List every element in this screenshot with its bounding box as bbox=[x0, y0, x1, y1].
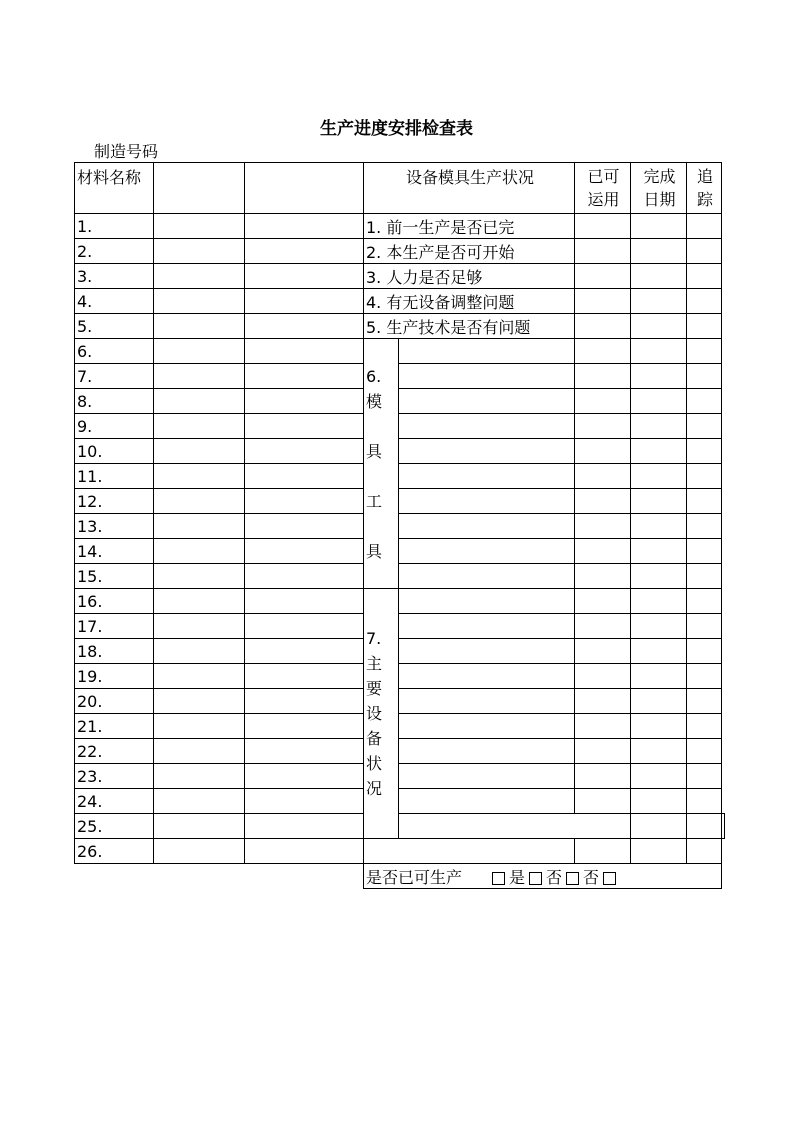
table-row bbox=[75, 664, 725, 689]
completion-date-cell[interactable] bbox=[687, 814, 722, 839]
material-cell[interactable] bbox=[154, 264, 245, 289]
material-cell[interactable] bbox=[154, 514, 245, 539]
blank-header-cell[interactable] bbox=[154, 163, 245, 214]
completion-date-cell[interactable] bbox=[631, 614, 687, 639]
completion-date-cell[interactable] bbox=[631, 214, 687, 239]
completion-date-cell[interactable] bbox=[631, 739, 687, 764]
track-cell[interactable] bbox=[687, 839, 722, 864]
material-name-header: 材料名称 bbox=[75, 163, 154, 214]
row-number: 14. bbox=[75, 539, 154, 564]
material-detail-cell[interactable] bbox=[245, 539, 364, 564]
material-detail-cell[interactable] bbox=[245, 514, 364, 539]
table-row bbox=[75, 339, 725, 364]
schedule-check-table bbox=[74, 162, 725, 889]
table-row bbox=[75, 739, 725, 764]
usable-cell[interactable] bbox=[575, 789, 631, 814]
material-detail-cell[interactable] bbox=[245, 489, 364, 514]
status-cell[interactable] bbox=[399, 539, 575, 564]
status-cell[interactable] bbox=[399, 789, 575, 814]
row-number: 13. bbox=[75, 514, 154, 539]
material-detail-cell[interactable] bbox=[245, 639, 364, 664]
usable-cell[interactable] bbox=[575, 714, 631, 739]
status-cell[interactable] bbox=[399, 589, 575, 614]
completion-date-cell[interactable] bbox=[631, 464, 687, 489]
status-cell[interactable] bbox=[364, 839, 575, 864]
table-row bbox=[75, 639, 725, 664]
track-cell[interactable] bbox=[687, 264, 722, 289]
usable-cell[interactable] bbox=[575, 514, 631, 539]
completion-date-cell[interactable] bbox=[631, 789, 687, 814]
track-cell[interactable] bbox=[687, 739, 722, 764]
option-label: 是 bbox=[509, 867, 526, 887]
track-cell[interactable] bbox=[687, 214, 722, 239]
material-cell[interactable] bbox=[154, 489, 245, 514]
usable-cell[interactable] bbox=[575, 464, 631, 489]
material-cell[interactable] bbox=[154, 714, 245, 739]
material-detail-cell[interactable] bbox=[245, 739, 364, 764]
material-cell[interactable] bbox=[154, 464, 245, 489]
row-number: 22. bbox=[75, 739, 154, 764]
usable-cell[interactable] bbox=[575, 389, 631, 414]
row-number: 2. bbox=[75, 239, 154, 264]
row-number: 12. bbox=[75, 489, 154, 514]
material-detail-cell[interactable] bbox=[245, 564, 364, 589]
row-number: 3. bbox=[75, 264, 154, 289]
track-cell[interactable] bbox=[687, 564, 722, 589]
table-row bbox=[75, 814, 725, 839]
row-number: 4. bbox=[75, 289, 154, 314]
usable-cell[interactable] bbox=[575, 289, 631, 314]
row-number: 25. bbox=[75, 814, 154, 839]
completion-date-cell[interactable] bbox=[631, 339, 687, 364]
material-cell[interactable] bbox=[154, 814, 245, 839]
material-cell[interactable] bbox=[154, 689, 245, 714]
material-detail-cell[interactable] bbox=[245, 239, 364, 264]
row-number: 21. bbox=[75, 714, 154, 739]
material-cell[interactable] bbox=[154, 414, 245, 439]
usable-cell[interactable] bbox=[575, 639, 631, 664]
status-cell[interactable] bbox=[399, 414, 575, 439]
completion-date-cell[interactable] bbox=[631, 364, 687, 389]
checkbox[interactable] bbox=[603, 872, 616, 885]
ready-question: 是否已可生产 bbox=[366, 867, 463, 887]
material-detail-cell[interactable] bbox=[245, 839, 364, 864]
table-row bbox=[75, 589, 725, 614]
row-number: 5. bbox=[75, 314, 154, 339]
track-cell[interactable] bbox=[687, 364, 722, 389]
material-cell[interactable] bbox=[154, 614, 245, 639]
row-number: 7. bbox=[75, 364, 154, 389]
checklist-item: 2. 本生产是否可开始 bbox=[364, 239, 575, 264]
material-detail-cell[interactable] bbox=[245, 389, 364, 414]
option-label: 否 bbox=[583, 867, 600, 887]
table-row bbox=[75, 614, 725, 639]
material-detail-cell[interactable] bbox=[245, 439, 364, 464]
material-cell[interactable] bbox=[154, 789, 245, 814]
usable-cell[interactable] bbox=[575, 539, 631, 564]
checkbox[interactable] bbox=[529, 872, 542, 885]
material-detail-cell[interactable] bbox=[245, 314, 364, 339]
material-cell[interactable] bbox=[154, 764, 245, 789]
usable-cell[interactable] bbox=[575, 264, 631, 289]
ready-question-cell bbox=[364, 864, 722, 889]
status-cell[interactable] bbox=[399, 489, 575, 514]
row-number: 10. bbox=[75, 439, 154, 464]
track-cell[interactable] bbox=[687, 764, 722, 789]
material-detail-cell[interactable] bbox=[245, 214, 364, 239]
track-cell[interactable] bbox=[687, 314, 722, 339]
material-detail-cell[interactable] bbox=[245, 789, 364, 814]
completion-date-cell[interactable] bbox=[631, 439, 687, 464]
completion-date-cell[interactable] bbox=[631, 289, 687, 314]
row-number: 23. bbox=[75, 764, 154, 789]
completion-date-cell[interactable] bbox=[631, 639, 687, 664]
checklist-item: 5. 生产技术是否有问题 bbox=[364, 314, 575, 339]
row-number: 11. bbox=[75, 464, 154, 489]
table-row bbox=[75, 764, 725, 789]
usable-cell[interactable] bbox=[575, 589, 631, 614]
table-row bbox=[75, 464, 725, 489]
row-number: 26. bbox=[75, 839, 154, 864]
completion-date-cell[interactable] bbox=[631, 239, 687, 264]
header-row bbox=[75, 163, 725, 214]
status-cell[interactable] bbox=[399, 689, 575, 714]
material-detail-cell[interactable] bbox=[245, 814, 364, 839]
material-detail-cell[interactable] bbox=[245, 339, 364, 364]
equipment-status-header: 设备模具生产状况 bbox=[364, 163, 575, 214]
material-cell[interactable] bbox=[154, 239, 245, 264]
track-cell[interactable] bbox=[687, 789, 722, 814]
status-cell[interactable] bbox=[399, 439, 575, 464]
track-cell[interactable] bbox=[687, 664, 722, 689]
completion-date-cell[interactable] bbox=[631, 689, 687, 714]
track-cell[interactable] bbox=[687, 714, 722, 739]
ready-row bbox=[75, 864, 725, 889]
row-number: 9. bbox=[75, 414, 154, 439]
status-cell[interactable] bbox=[399, 664, 575, 689]
material-cell[interactable] bbox=[154, 539, 245, 564]
material-cell[interactable] bbox=[154, 214, 245, 239]
usable-cell[interactable] bbox=[575, 339, 631, 364]
usable-cell[interactable] bbox=[575, 364, 631, 389]
row-number: 20. bbox=[75, 689, 154, 714]
material-cell[interactable] bbox=[154, 589, 245, 614]
usable-cell[interactable] bbox=[575, 564, 631, 589]
row-number: 17. bbox=[75, 614, 154, 639]
completion-date-cell[interactable] bbox=[631, 414, 687, 439]
table-row bbox=[75, 714, 725, 739]
row-number: 18. bbox=[75, 639, 154, 664]
completion-date-cell[interactable] bbox=[631, 714, 687, 739]
material-detail-cell[interactable] bbox=[245, 589, 364, 614]
checkbox[interactable] bbox=[492, 872, 505, 885]
status-cell[interactable] bbox=[399, 464, 575, 489]
material-detail-cell[interactable] bbox=[245, 714, 364, 739]
page-title: 生产进度安排检查表 bbox=[320, 119, 473, 139]
usable-cell[interactable] bbox=[575, 214, 631, 239]
table-row bbox=[75, 414, 725, 439]
usable-cell[interactable] bbox=[575, 739, 631, 764]
table-row bbox=[75, 689, 725, 714]
status-cell[interactable] bbox=[399, 389, 575, 414]
usable-cell[interactable] bbox=[575, 614, 631, 639]
usable-cell[interactable] bbox=[575, 314, 631, 339]
row-number: 19. bbox=[75, 664, 154, 689]
track-cell[interactable] bbox=[687, 389, 722, 414]
status-cell[interactable] bbox=[399, 714, 575, 739]
blank-header-cell[interactable] bbox=[245, 163, 364, 214]
material-detail-cell[interactable] bbox=[245, 364, 364, 389]
completion-date-cell[interactable] bbox=[631, 389, 687, 414]
table-row bbox=[75, 514, 725, 539]
status-cell[interactable] bbox=[399, 514, 575, 539]
status-cell[interactable] bbox=[399, 564, 575, 589]
material-cell[interactable] bbox=[154, 389, 245, 414]
track-cell[interactable] bbox=[687, 514, 722, 539]
usable-cell[interactable] bbox=[575, 689, 631, 714]
material-cell[interactable] bbox=[154, 339, 245, 364]
completion-date-cell[interactable] bbox=[631, 489, 687, 514]
option-label: 否 bbox=[546, 867, 563, 887]
track-cell[interactable] bbox=[687, 539, 722, 564]
track-cell[interactable] bbox=[687, 339, 722, 364]
checkbox[interactable] bbox=[566, 872, 579, 885]
track-cell[interactable] bbox=[687, 289, 722, 314]
track-cell[interactable] bbox=[687, 589, 722, 614]
manufacture-number-label: 制造号码 bbox=[94, 142, 159, 161]
track-cell[interactable] bbox=[687, 489, 722, 514]
material-cell[interactable] bbox=[154, 664, 245, 689]
completion-date-cell[interactable] bbox=[631, 539, 687, 564]
track-cell[interactable] bbox=[687, 639, 722, 664]
row-number: 1. bbox=[75, 214, 154, 239]
usable-cell[interactable] bbox=[575, 439, 631, 464]
track-cell[interactable] bbox=[687, 614, 722, 639]
usable-cell[interactable] bbox=[575, 839, 631, 864]
usable-cell[interactable] bbox=[575, 489, 631, 514]
status-cell[interactable] bbox=[399, 764, 575, 789]
completion-date-cell[interactable] bbox=[631, 314, 687, 339]
table-row bbox=[75, 289, 725, 314]
table-row bbox=[75, 214, 725, 239]
material-cell[interactable] bbox=[154, 314, 245, 339]
track-cell[interactable] bbox=[687, 239, 722, 264]
track-cell[interactable] bbox=[687, 414, 722, 439]
material-detail-cell[interactable] bbox=[245, 764, 364, 789]
completion-date-cell[interactable] bbox=[631, 564, 687, 589]
material-cell[interactable] bbox=[154, 639, 245, 664]
checklist-item: 1. 前一生产是否已完 bbox=[364, 214, 575, 239]
material-cell[interactable] bbox=[154, 439, 245, 464]
table-row bbox=[75, 489, 725, 514]
completion-date-cell[interactable] bbox=[631, 839, 687, 864]
material-cell[interactable] bbox=[154, 839, 245, 864]
track-cell[interactable] bbox=[722, 814, 725, 839]
completion-date-header: 完成 日期 bbox=[631, 163, 687, 214]
material-detail-cell[interactable] bbox=[245, 664, 364, 689]
status-cell[interactable] bbox=[399, 814, 631, 839]
completion-date-cell[interactable] bbox=[631, 514, 687, 539]
table-row bbox=[75, 539, 725, 564]
material-detail-cell[interactable] bbox=[245, 689, 364, 714]
track-cell[interactable] bbox=[687, 464, 722, 489]
table-row bbox=[75, 239, 725, 264]
usable-header: 已可 运用 bbox=[575, 163, 631, 214]
row-number: 6. bbox=[75, 339, 154, 364]
status-cell[interactable] bbox=[399, 639, 575, 664]
completion-date-cell[interactable] bbox=[631, 764, 687, 789]
mold-tooling-label: 6. 模 具 工 具 bbox=[364, 339, 399, 589]
material-cell[interactable] bbox=[154, 739, 245, 764]
completion-date-cell[interactable] bbox=[631, 664, 687, 689]
status-cell[interactable] bbox=[399, 614, 575, 639]
usable-cell[interactable] bbox=[575, 664, 631, 689]
table-row bbox=[75, 314, 725, 339]
material-detail-cell[interactable] bbox=[245, 264, 364, 289]
material-detail-cell[interactable] bbox=[245, 614, 364, 639]
main-equipment-label: 7. 主 要 设 备 状 况 bbox=[364, 589, 399, 839]
checklist-item: 4. 有无设备调整问题 bbox=[364, 289, 575, 314]
material-detail-cell[interactable] bbox=[245, 464, 364, 489]
material-cell[interactable] bbox=[154, 564, 245, 589]
row-number: 16. bbox=[75, 589, 154, 614]
table-row bbox=[75, 389, 725, 414]
table-row bbox=[75, 439, 725, 464]
usable-cell[interactable] bbox=[631, 814, 687, 839]
status-cell[interactable] bbox=[399, 739, 575, 764]
material-detail-cell[interactable] bbox=[245, 289, 364, 314]
table-row bbox=[75, 839, 725, 864]
track-header: 追 踪 bbox=[687, 163, 722, 214]
usable-cell[interactable] bbox=[575, 414, 631, 439]
completion-date-cell[interactable] bbox=[631, 589, 687, 614]
status-cell[interactable] bbox=[399, 364, 575, 389]
table-row bbox=[75, 264, 725, 289]
status-cell[interactable] bbox=[399, 339, 575, 364]
row-number: 15. bbox=[75, 564, 154, 589]
usable-cell[interactable] bbox=[575, 764, 631, 789]
row-number: 24. bbox=[75, 789, 154, 814]
usable-cell[interactable] bbox=[575, 239, 631, 264]
table-row bbox=[75, 789, 725, 814]
track-cell[interactable] bbox=[687, 689, 722, 714]
completion-date-cell[interactable] bbox=[631, 264, 687, 289]
table-row bbox=[75, 364, 725, 389]
material-cell[interactable] bbox=[154, 289, 245, 314]
table-row bbox=[75, 564, 725, 589]
material-cell[interactable] bbox=[154, 364, 245, 389]
empty-area bbox=[75, 864, 364, 889]
material-detail-cell[interactable] bbox=[245, 414, 364, 439]
track-cell[interactable] bbox=[687, 439, 722, 464]
row-number: 8. bbox=[75, 389, 154, 414]
checklist-item: 3. 人力是否足够 bbox=[364, 264, 575, 289]
